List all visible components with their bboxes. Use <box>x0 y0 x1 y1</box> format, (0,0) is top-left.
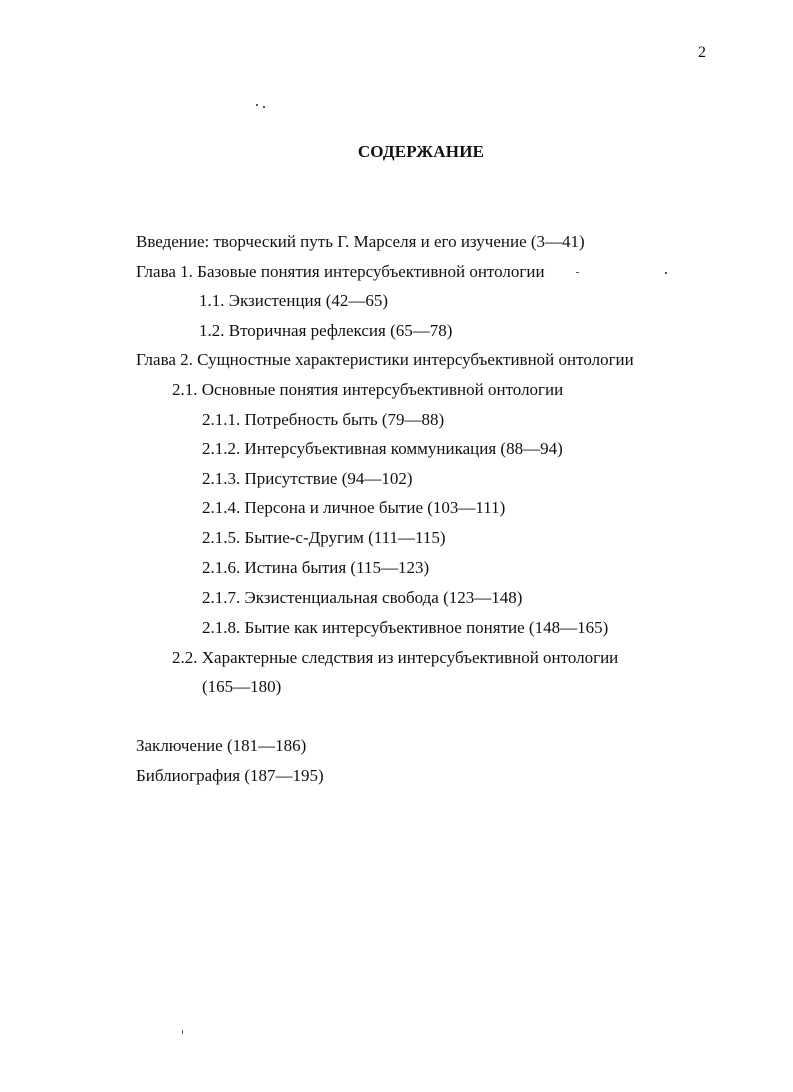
toc-entry-introduction: Введение: творческий путь Г. Марселя и его изучение (3—41) <box>136 232 585 251</box>
scan-speck <box>256 104 258 106</box>
toc-entry-chapter-2: Глава 2. Сущностные характеристики интерсубъективной онтологии <box>136 350 634 369</box>
page-number: 2 <box>698 44 706 61</box>
scan-speck <box>182 1030 183 1034</box>
toc-entry-bibliography: Библиография (187—195) <box>136 766 324 785</box>
toc-entry-2-1-7: 2.1.7. Экзистенциальная свобода (123—148) <box>202 588 523 607</box>
scan-speck <box>576 272 579 273</box>
toc-entry-2-2: 2.2. Характерные следствия из интерсубъективной онтологии <box>172 648 619 667</box>
toc-entry-2-1: 2.1. Основные понятия интерсубъективной онтологии <box>172 380 564 399</box>
toc-entry-2-1-3: 2.1.3. Присутствие (94—102) <box>202 469 413 488</box>
page-title: СОДЕРЖАНИЕ <box>357 142 485 161</box>
toc-entry-2-1-4: 2.1.4. Персона и личное бытие (103—111) <box>202 498 506 517</box>
toc-entry-2-1-8: 2.1.8. Бытие как интерсубъективное понятие (148—165) <box>202 618 609 637</box>
toc-entry-1-1: 1.1. Экзистенция (42—65) <box>199 291 389 310</box>
toc-entry-2-1-2: 2.1.2. Интерсубъективная коммуникация (88—94) <box>202 439 563 458</box>
toc-entry-2-1-5: 2.1.5. Бытие-с-Другим (111—115) <box>202 528 446 547</box>
toc-entry-2-1-6: 2.1.6. Истина бытия (115—123) <box>202 558 430 577</box>
toc-entry-2-2-pages: (165—180) <box>202 677 282 696</box>
toc-entry-chapter-1: Глава 1. Базовые понятия интерсубъективной онтологии <box>136 262 545 281</box>
scan-speck <box>263 106 265 108</box>
scan-speck <box>665 272 667 274</box>
toc-entry-1-2: 1.2. Вторичная рефлексия (65—78) <box>199 321 453 340</box>
toc-entry-2-1-1: 2.1.1. Потребность быть (79—88) <box>202 410 445 429</box>
toc-entry-conclusion: Заключение (181—186) <box>136 736 307 755</box>
